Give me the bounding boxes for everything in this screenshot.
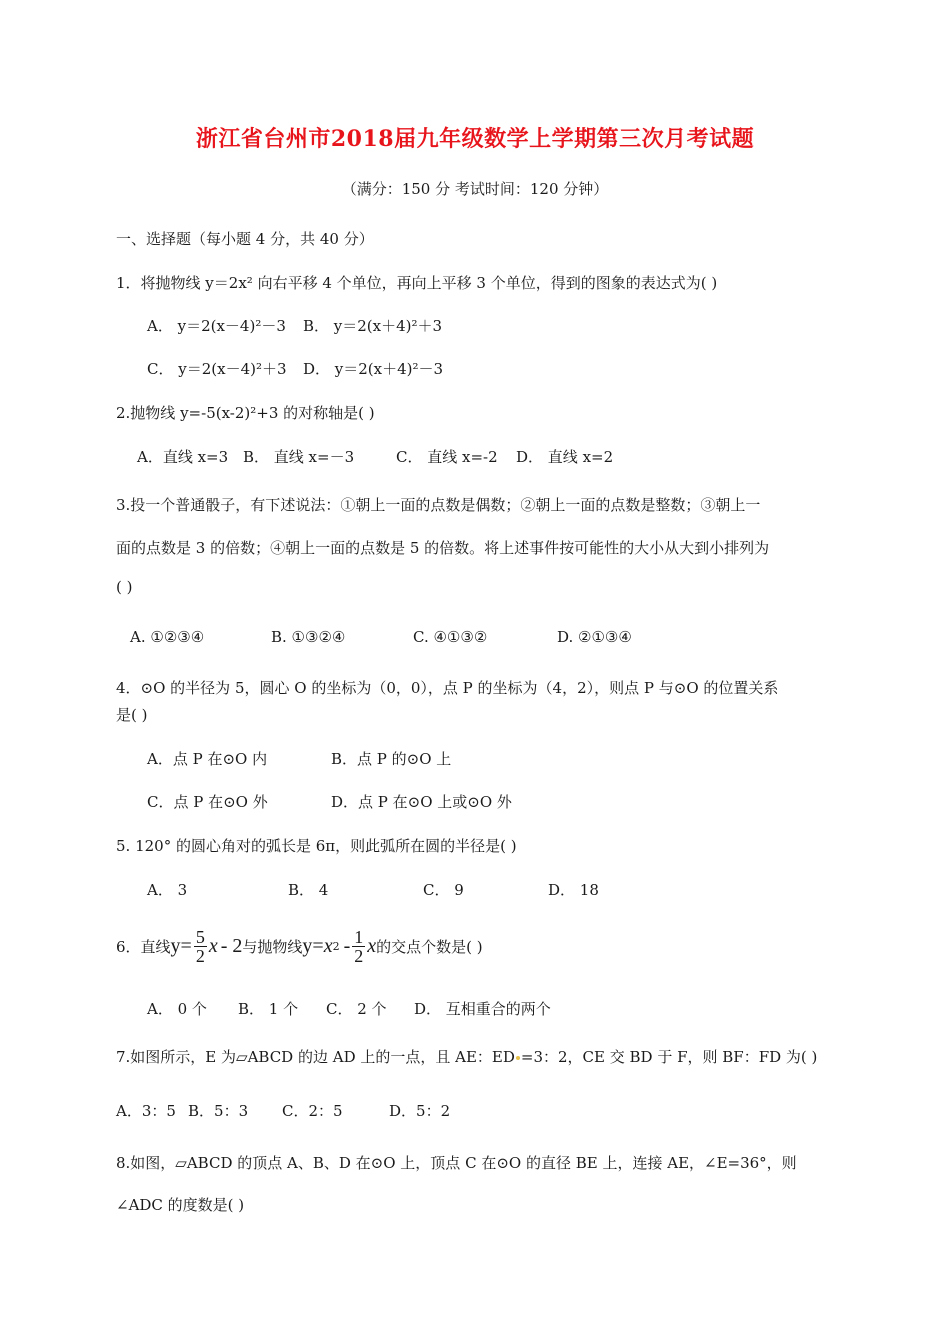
formula-eq2: = bbox=[312, 935, 324, 957]
question-6-option-a: A． 0 个 bbox=[147, 1000, 207, 1018]
question-4-option-b: B．点 P 的⊙O 上 bbox=[331, 750, 452, 768]
question-2-option-a: A．直线 x=3 bbox=[137, 448, 229, 466]
question-3-option-c: C. ④①③② bbox=[413, 628, 488, 646]
question-4-option-c: C．点 P 在⊙O 外 bbox=[147, 793, 268, 811]
formula-tail: - 2 bbox=[220, 935, 243, 957]
question-3-option-b: B. ①③②④ bbox=[271, 628, 346, 646]
question-6-option-c: C． 2 个 bbox=[326, 1000, 387, 1018]
question-5-option-c: C． 9 bbox=[423, 881, 464, 899]
question-6-stem bbox=[116, 928, 483, 965]
question-7-option-d: D．5：2 bbox=[389, 1102, 451, 1120]
question-6-suffix: 的交点个数是( ) bbox=[376, 938, 483, 956]
question-1-option-b: B． y＝2(x＋4)²＋3 bbox=[303, 317, 443, 335]
formula-y2: y bbox=[302, 935, 313, 957]
question-5-option-d: D． 18 bbox=[548, 881, 599, 899]
question-1-option-d: D． y＝2(x＋4)²－3 bbox=[303, 360, 444, 378]
formula-exponent: 2 bbox=[332, 940, 340, 953]
question-7-stem-part-2: =3：2，CE 交 BD 于 F，则 BF：FD 为( ) bbox=[520, 1048, 818, 1066]
question-6-option-d: D． 互相重合的两个 bbox=[414, 1000, 551, 1018]
formula-eq1: = bbox=[180, 935, 192, 957]
question-8-line-2: ∠ADC 的度数是( ) bbox=[116, 1196, 245, 1214]
question-2-option-b: B． 直线 x=－3 bbox=[243, 448, 355, 466]
question-4-line-2: 是( ) bbox=[116, 706, 148, 724]
question-4-option-d: D．点 P 在⊙O 上或⊙O 外 bbox=[331, 793, 512, 811]
question-8-line-1: 8.如图，▱ABCD 的顶点 A、B、D 在⊙O 上，顶点 C 在⊙O 的直径 BE 上，连接 AE，∠E=36°，则 bbox=[116, 1154, 797, 1172]
question-3-line-2: 面的点数是 3 的倍数；④朝上一面的点数是 5 的倍数。将上述事件按可能性的大小从大到小排列为 bbox=[116, 539, 770, 557]
fraction-denominator: 2 bbox=[195, 946, 205, 966]
fraction-numerator: 1 bbox=[354, 927, 364, 947]
question-3-line-3: ( ) bbox=[116, 578, 133, 596]
fraction-denominator: 2 bbox=[354, 946, 364, 966]
question-1-option-c: C． y＝2(x－4)²＋3 bbox=[147, 360, 287, 378]
question-6-prefix: 6．直线 bbox=[116, 938, 171, 956]
question-5-stem: 5. 120° 的圆心角对的弧长是 6π，则此弧所在圆的半径是( ) bbox=[116, 837, 517, 855]
page-title: 浙江省台州市2018届九年级数学上学期第三次月考试题 bbox=[195, 126, 755, 152]
question-5-option-a: A． 3 bbox=[147, 881, 188, 899]
question-7-stem-part-1: 7.如图所示，E 为▱ABCD 的边 AD 上的一点，且 AE：ED bbox=[116, 1048, 515, 1066]
question-5-option-b: B． 4 bbox=[288, 881, 329, 899]
section-heading: 一、选择题（每小题 4 分，共 40 分） bbox=[116, 230, 374, 248]
question-2-stem: 2.抛物线 y=-5(x-2)²+3 的对称轴是( ) bbox=[116, 404, 375, 422]
fraction-five-halves bbox=[194, 928, 207, 965]
formula-x3: x bbox=[367, 935, 377, 957]
question-7-stem bbox=[116, 1046, 817, 1067]
question-3-option-a: A. ①②③④ bbox=[130, 628, 205, 646]
question-4-line-1: 4．⊙O 的半径为 5，圆心 O 的坐标为（0，0），点 P 的坐标为（4，2），则点 P 与⊙O 的位置关系 bbox=[116, 679, 779, 697]
question-7-option-b: B．5：3 bbox=[188, 1102, 249, 1120]
question-3-line-1: 3.投一个普通骰子，有下述说法：①朝上一面的点数是偶数；②朝上一面的点数是整数；③朝上一 bbox=[116, 496, 761, 514]
question-6-option-b: B． 1 个 bbox=[238, 1000, 299, 1018]
formula-x2: x bbox=[323, 935, 333, 957]
question-3-option-d: D. ②①③④ bbox=[557, 628, 632, 646]
question-4-option-a: A．点 P 在⊙O 内 bbox=[147, 750, 268, 768]
question-7-option-a: A．3：5 bbox=[116, 1102, 176, 1120]
question-6-middle: 与抛物线 bbox=[242, 938, 303, 956]
question-2-option-c: C． 直线 x=-2 bbox=[396, 448, 498, 466]
fraction-one-half bbox=[352, 928, 365, 965]
question-7-option-c: C．2：5 bbox=[282, 1102, 343, 1120]
question-2-option-d: D． 直线 x=2 bbox=[516, 448, 614, 466]
highlight-mark-icon bbox=[516, 1056, 520, 1060]
question-1-option-a: A． y＝2(x－4)²－3 bbox=[147, 317, 286, 335]
formula-y1: y bbox=[170, 935, 181, 957]
formula-minus: - bbox=[343, 935, 351, 957]
fraction-numerator: 5 bbox=[195, 927, 205, 947]
formula-x1: x bbox=[208, 935, 218, 957]
exam-info: （满分：150 分 考试时间：120 分钟） bbox=[341, 180, 609, 198]
question-1-stem: 1．将抛物线 y＝2x² 向右平移 4 个单位，再向上平移 3 个单位，得到的图象的表达式为( ) bbox=[116, 274, 718, 292]
